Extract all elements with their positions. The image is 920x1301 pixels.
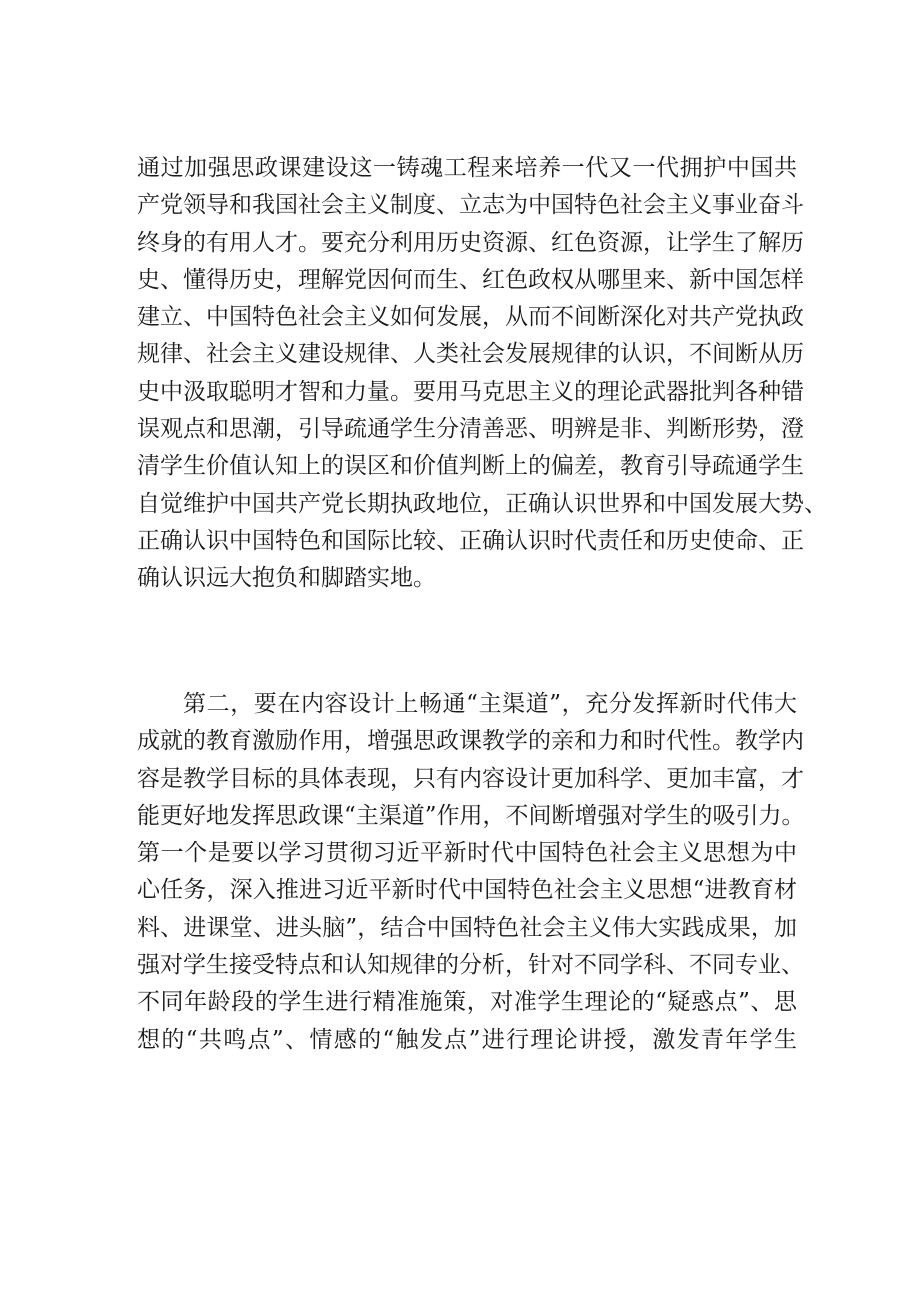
text-line: 建立、中国特色社会主义如何发展，从而不间断深化对共产党执政 bbox=[137, 304, 804, 331]
text-line: 第一个是要以学习贯彻习近平新时代中国特色社会主义思想为中 bbox=[137, 840, 797, 867]
text-line: 自觉维护中国共产党长期执政地位，正确认识世界和中国发展大势、 bbox=[137, 490, 827, 517]
text-line: 清学生价值认知上的误区和价值判断上的偏差，教育引导疏通学生 bbox=[137, 453, 804, 480]
text-line: 史中汲取聪明才智和力量。要用马克思主义的理论武器批判各种错 bbox=[137, 378, 804, 405]
text-line: 终身的有用人才。要充分利用历史资源、红色资源，让学生了解历 bbox=[137, 229, 804, 256]
text-line: 史、懂得历史，理解党因何而生、红色政权从哪里来、新中国怎样 bbox=[137, 266, 804, 293]
text-line: 误观点和思潮，引导疏通学生分清善恶、明辨是非、判断形势，澄 bbox=[137, 416, 804, 443]
paragraph-1 bbox=[137, 150, 827, 598]
text-line: 心任务，深入推进习近平新时代中国特色社会主义思想“进教育材 bbox=[137, 877, 797, 904]
text-line: 规律、社会主义建设规律、人类社会发展规律的认识，不间断从历 bbox=[137, 341, 804, 368]
text-line-last: 确认识远大抱负和脚踏实地。 bbox=[137, 565, 436, 592]
text-line: 强对学生接受特点和认知规律的分析，针对不同学科、不同专业、 bbox=[137, 952, 804, 979]
text-line: 想的“共鸣点”、情感的“触发点”进行理论讲授，激发青年学生 bbox=[137, 1026, 797, 1053]
text-line: 料、进课堂、进头脑”，结合中国特色社会主义伟大实践成果，加 bbox=[137, 914, 797, 941]
text-line: 正确认识中国特色和国际比较、正确认识时代责任和历史使命、正 bbox=[137, 527, 804, 554]
text-line: 成就的教育激励作用，增强思政课教学的亲和力和时代性。教学内 bbox=[137, 728, 804, 755]
text-line: 通过加强思政课建设这一铸魂工程来培养一代又一代拥护中国共 bbox=[137, 155, 797, 181]
text-line: 能更好地发挥思政课“主渠道”作用，不间断增强对学生的吸引力。 bbox=[137, 802, 805, 829]
paragraph-2 bbox=[137, 686, 805, 1059]
text-line: 容是教学目标的具体表现，只有内容设计更加科学、更加丰富，才 bbox=[137, 765, 804, 792]
text-line: 产党领导和我国社会主义制度、立志为中国特色社会主义事业奋斗 bbox=[137, 192, 804, 219]
text-line: 不同年龄段的学生进行精准施策，对准学生理论的“疑惑点”、思 bbox=[137, 989, 797, 1016]
text-line-indented: 第二，要在内容设计上畅通“主渠道”，充分发挥新时代伟大 bbox=[183, 691, 797, 717]
